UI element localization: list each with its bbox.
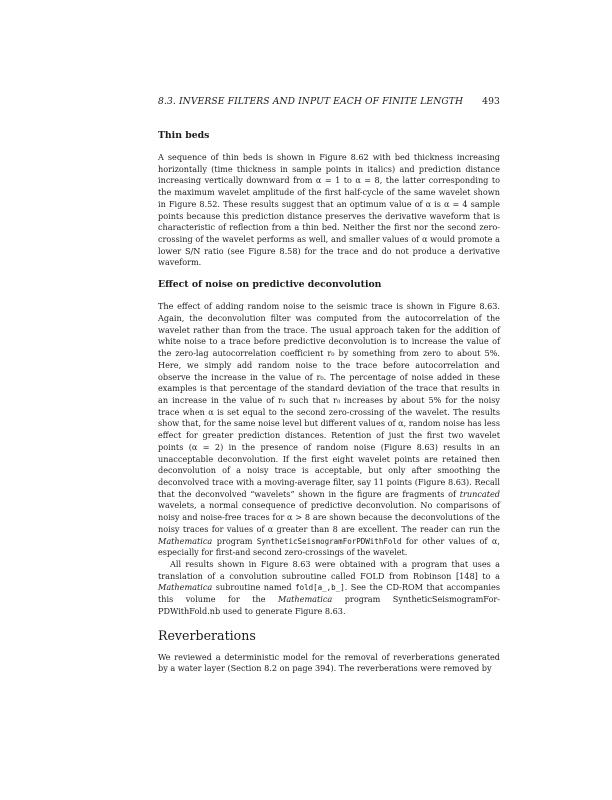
italic-mathematica: Mathematica xyxy=(158,535,213,546)
text-run: The effect of adding random noise to the seismic trace is shown in Figure 8.63. Again, the deconvolution filter was computed from the autocorrelation of the wavelet rather than from the trace. The usual approach taken for the addition of white noise to a trace before predictive deconvolution is to increase the value of the zero-lag autocorrelation coefficient r₀ by something from zero to about 5%. Here, we simply add random noise to the trace before autocorrelation and observe the increase in the value of r₀. The percentage of noise added in these examples is that percentage of the standard deviation of the trace that results in an increase in the value of r₀ such that r₀ increases by about 5% for the noisy trace when α is set equal to the second zero-crossing of the wavelet. The results show that, for the same noise level but different values of α, random noise has less effect for greater prediction distances. Retention of just the first two wavelet points (α = 2) in the presence of random noise (Figure 8.63) results in an unacceptable deconvolution. If the first eight wavelet points are retained then deconvolution of a noisy trace is acceptable, but only after smoothing the deconvolved trace with a moving-average filter, say 11 points (Figure 8.63). Recall that the deconvolved “wavelets” shown in the figure are fragments of xyxy=(158,301,500,499)
paragraph-reverberations: We reviewed a deterministic model for the removal of reverberations generated by a water layer (Section 8.2 on page 394). The reverberations were removed by xyxy=(158,651,500,674)
page-content xyxy=(158,96,500,675)
code-program-name: SyntheticSeismogramForPDWithFold xyxy=(256,536,402,546)
text-run: program xyxy=(212,535,257,546)
heading-reverberations: Reverberations xyxy=(158,627,256,643)
running-head xyxy=(158,96,500,108)
text-run: wavelets, a normal consequence of predictive deconvolution. No comparisons of noisy and noise-free traces for α > 8 are shown because the deconvolutions of the noisy traces for values of α greater than 8 are excellent. The reader can run the xyxy=(158,500,500,534)
italic-truncated: truncated xyxy=(459,488,500,499)
running-head-title: 8.3. INVERSE FILTERS AND INPUT EACH OF FINITE LENGTH xyxy=(158,96,464,107)
italic-mathematica: Mathematica xyxy=(158,582,213,593)
text-run: subroutine named xyxy=(212,582,296,593)
code-subroutine-name: fold[a_,b_] xyxy=(295,583,345,593)
text-run: program SyntheticSeismogramFor-PDWithFold.nb used to generate Figure 8.63. xyxy=(158,594,500,616)
heading-noise-effect: Effect of noise on predictive deconvolution xyxy=(158,279,382,291)
page-number: 493 xyxy=(482,96,500,107)
heading-thin-beds: Thin beds xyxy=(158,130,210,141)
italic-mathematica: Mathematica xyxy=(278,594,333,605)
text-run: for other values of α, especially for first-and second zero-crossings of the wavelet. xyxy=(158,535,500,558)
paragraph-noise-effect xyxy=(158,301,500,559)
paragraph-fold-results xyxy=(158,559,500,618)
paragraph-thin-beds: A sequence of thin beds is shown in Figure 8.62 with bed thickness increasing horizontally (time thickness in sample points in italics) and prediction distance increasing vertically downward from α = 1 to α = 8, the latter corresponding to the maximum wavelet amplitude of the first half-cycle of the same wavelet shown in Figure 8.52. These results suggest that an optimum value of α is α = 4 sample points because this prediction distance preserves the derivative waveform that is characteristic of reflection from a thin bed. Neither the first nor the second zero-crossing of the wavelet performs as well, and smaller values of α would promote a lower S/N ratio (see Figure 8.58) for the trace and do not produce a derivative waveform. xyxy=(158,152,500,268)
text-run: . See the CD-ROM that accompanies this volume for the xyxy=(158,582,500,605)
text-run: All results shown in Figure 8.63 were obtained with a program that uses a translation of a convolution subroutine called FOLD from Robinson [148] to a xyxy=(158,559,500,581)
